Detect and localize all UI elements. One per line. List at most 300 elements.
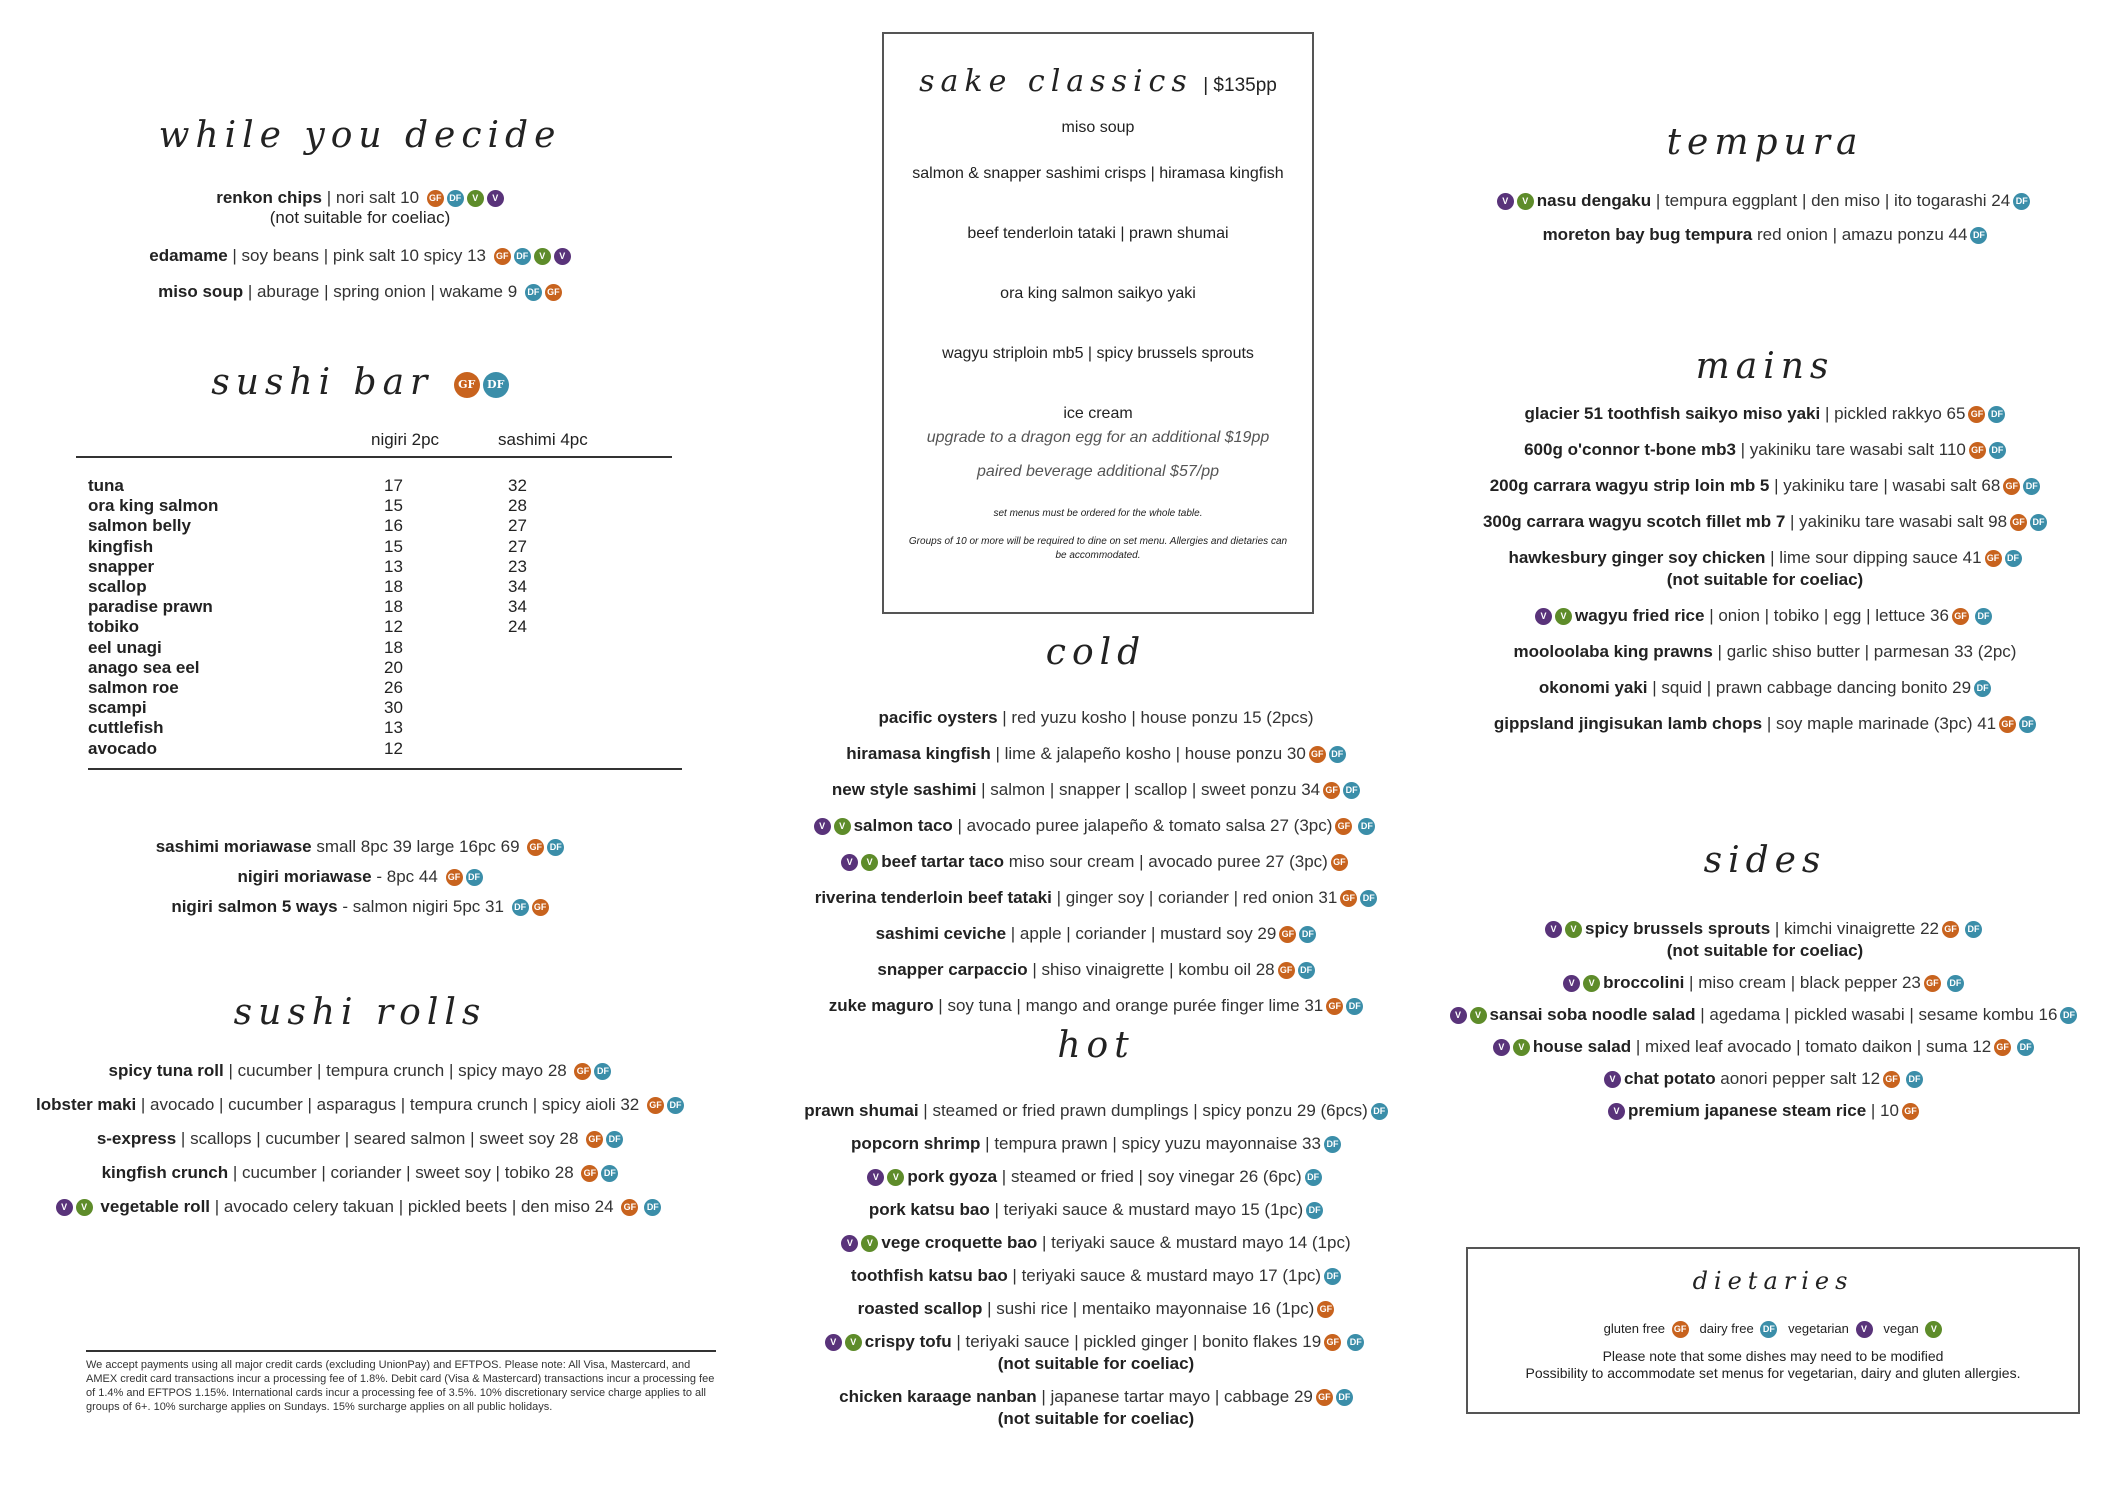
gluten-free-icon: GF: [1942, 921, 1959, 938]
sushi-name: tobiko: [88, 617, 139, 637]
item-desc: | sushi rice | mentaiko mayonnaise 16 (1pc): [982, 1299, 1315, 1318]
menu-item: [1420, 224, 2110, 246]
item-desc: | mixed leaf avocado | tomato daikon | suma 12: [1631, 1037, 1992, 1056]
item-desc: | 10: [1866, 1101, 1899, 1120]
menu-item: [1420, 605, 2110, 627]
menu-item: [0, 866, 720, 888]
dairy-free-icon: DF: [547, 839, 564, 856]
hot-list: [770, 1100, 1422, 1444]
course-item: miso soup: [1061, 119, 1135, 136]
nigiri-price: 15: [384, 536, 403, 556]
vegan-icon: V: [1513, 1039, 1530, 1056]
dairy-free-icon: DF: [601, 1165, 618, 1182]
menu-item: [1420, 918, 2110, 962]
vegetarian-icon: V: [1545, 921, 1562, 938]
course-item: wagyu striploin mb5 | spicy brussels sprouts: [942, 345, 1254, 362]
sushi-rolls-title: sushi rolls: [233, 992, 487, 1033]
menu-item: [770, 887, 1422, 909]
gluten-free-icon: GF: [1323, 782, 1340, 799]
nigiri-price: 13: [384, 556, 403, 576]
dairy-free-icon: DF: [466, 869, 483, 886]
vegetarian-icon: V: [56, 1199, 73, 1216]
item-name: chat potato: [1623, 1069, 1716, 1088]
item-name: pacific oysters: [878, 708, 998, 727]
legend-vegetarian-label: vegetarian: [1788, 1321, 1849, 1336]
menu-item: [0, 245, 720, 267]
item-desc: | miso cream | black pepper 23: [1684, 973, 1921, 992]
item-name: s-express: [96, 1129, 177, 1148]
menu-item: [770, 779, 1422, 801]
nigiri-price: 20: [384, 657, 403, 677]
table-row: [88, 597, 648, 617]
gluten-free-icon: GF: [1335, 818, 1352, 835]
vegan-icon: V: [1470, 1007, 1487, 1024]
sides-title: sides: [1703, 840, 1827, 881]
item-desc: | garlic shiso butter | parmesan 33 (2pc): [1712, 642, 2017, 661]
item-desc: | teriyaki sauce & mustard mayo 15 (1pc): [989, 1200, 1304, 1219]
gluten-free-icon: GF: [454, 372, 480, 398]
dietaries-note: [1468, 1348, 2078, 1382]
vegetarian-icon: V: [554, 248, 571, 265]
table-divider: [88, 768, 682, 770]
item-name: kingfish crunch: [101, 1163, 229, 1182]
item-desc: | soy maple marinade (3pc) 41: [1762, 714, 1997, 733]
dairy-free-icon: DF: [606, 1131, 623, 1148]
sashimi-price: 27: [508, 536, 527, 556]
item-name: moreton bay bug tempura: [1542, 225, 1753, 244]
menu-item: [770, 959, 1422, 981]
item-desc: | avocado puree jalapeño & tomato salsa 27 (3pc): [952, 816, 1333, 835]
sushi-name: scallop: [88, 577, 147, 596]
vegetarian-icon: V: [841, 854, 858, 871]
sushi-name: paradise prawn: [88, 597, 213, 617]
item-name: nigiri moriawase: [237, 867, 372, 886]
sashimi-header: sashimi 4pc: [498, 430, 588, 449]
menu-item: [770, 1232, 1422, 1254]
legend-vegan-label: vegan: [1883, 1321, 1919, 1336]
item-name: broccolini: [1603, 973, 1685, 992]
sashimi-price: 34: [508, 597, 527, 617]
item-desc: | pickled rakkyo 65: [1820, 404, 1966, 423]
vegan-icon: V: [1583, 975, 1600, 992]
menu-item: [770, 923, 1422, 945]
menu-item: [1420, 677, 2110, 699]
item-desc: | yakiniku tare wasabi salt 110: [1735, 440, 1966, 459]
item-name: snapper carpaccio: [877, 960, 1028, 979]
item-desc: | scallops | cucumber | seared salmon | sweet soy 28: [176, 1129, 579, 1148]
cold-title: cold: [1045, 632, 1147, 673]
sashimi-price: 27: [508, 516, 527, 536]
sushi-name: salmon belly: [88, 516, 191, 536]
gluten-free-icon: GF: [1902, 1103, 1919, 1120]
gluten-free-icon: GF: [532, 899, 549, 916]
vegetarian-icon: V: [1604, 1071, 1621, 1088]
legend-gluten-free-label: gluten free: [1603, 1321, 1666, 1336]
item-name: pork katsu bao: [868, 1200, 990, 1219]
dairy-free-icon: DF: [1358, 818, 1375, 835]
item-desc: | steamed or fried | soy vinegar 26 (6pc): [997, 1167, 1302, 1186]
item-name: sashimi moriawase: [155, 837, 312, 856]
vegan-icon: V: [76, 1199, 93, 1216]
item-desc: | avocado | cucumber | asparagus | tempura crunch | spicy aioli 32: [136, 1095, 640, 1114]
dairy-free-icon: DF: [512, 899, 529, 916]
dairy-free-icon: DF: [1371, 1103, 1388, 1120]
item-name: prawn shumai: [804, 1101, 919, 1120]
gluten-free-icon: GF: [446, 869, 463, 886]
item-name: 600g o'connor t-bone mb3: [1524, 440, 1736, 459]
gluten-free-icon: GF: [527, 839, 544, 856]
sushi-bar-extras: [0, 836, 720, 932]
menu-item: [770, 1265, 1422, 1287]
menu-item: [0, 836, 720, 858]
dietaries-note-line-1: Please note that some dishes may need to be modified: [1602, 1348, 1944, 1365]
dairy-free-icon: DF: [1989, 442, 2006, 459]
menu-item: [1420, 972, 2110, 994]
menu-item: [1420, 1068, 2110, 1090]
table-row: [88, 557, 648, 577]
sake-classics-header: [884, 64, 1312, 99]
dairy-free-icon: DF: [2005, 550, 2022, 567]
dairy-free-icon: DF: [1305, 1169, 1322, 1186]
item-desc: - salmon nigiri 5pc 31: [337, 897, 504, 916]
nigiri-price: 18: [384, 637, 403, 657]
item-desc: | teriyaki sauce | pickled ginger | bonito flakes 19: [951, 1332, 1322, 1351]
menu-item: [770, 1100, 1422, 1122]
item-name: popcorn shrimp: [851, 1134, 981, 1153]
vegetarian-icon: V: [1450, 1007, 1467, 1024]
menu-item: [0, 1128, 720, 1150]
item-name: sashimi ceviche: [875, 924, 1007, 943]
upgrade-note: upgrade to a dragon egg for an additional $19pp: [926, 429, 1270, 446]
vegetarian-icon: V: [867, 1169, 884, 1186]
table-row: [88, 638, 648, 658]
dairy-free-icon: DF: [525, 284, 542, 301]
item-name: glacier 51 toothfish saikyo miso yaki: [1524, 404, 1821, 423]
vegetarian-icon: V: [487, 190, 504, 207]
nigiri-price: 12: [384, 617, 403, 637]
vegetarian-icon: V: [1497, 193, 1514, 210]
sashimi-price: 34: [508, 577, 527, 596]
dairy-free-icon: DF: [1974, 680, 1991, 697]
while-you-decide-list: [0, 187, 720, 317]
item-name: pork gyoza: [907, 1167, 998, 1186]
menu-item: [1420, 547, 2110, 591]
dietaries-note-line-2: Possibility to accommodate set menus for vegetarian, dairy and gluten allergies.: [1525, 1365, 2021, 1382]
sides-list: [1420, 918, 2110, 1136]
sushi-name: tuna: [88, 476, 124, 495]
menu-item: [1420, 475, 2110, 497]
menu-item: [1420, 403, 2110, 425]
item-desc: | lime sour dipping sauce 41: [1765, 548, 1982, 567]
item-name: renkon chips: [216, 188, 323, 207]
course-item: ora king salmon saikyo yaki: [1000, 285, 1196, 302]
vegan-icon: V: [1517, 193, 1534, 210]
sashimi-price: 23: [508, 556, 527, 576]
cold-list: [770, 707, 1422, 1031]
menu-item: [770, 1133, 1422, 1155]
item-desc: | cucumber | coriander | sweet soy | tobiko 28: [228, 1163, 574, 1182]
sushi-name: kingfish: [88, 536, 154, 556]
menu-item: [1420, 439, 2110, 461]
item-desc: | apple | coriander | mustard soy 29: [1006, 924, 1277, 943]
menu-item: [0, 1196, 720, 1218]
item-desc: | soy tuna | mango and orange purée finger lime 31: [933, 996, 1324, 1015]
item-desc: | kimchi vinaigrette 22: [1770, 919, 1939, 938]
dairy-free-icon: DF: [483, 372, 509, 398]
dairy-free-icon: DF: [514, 248, 531, 265]
dairy-free-icon: DF: [1298, 962, 1315, 979]
gluten-free-icon: GF: [574, 1063, 591, 1080]
gluten-free-icon: GF: [1316, 1389, 1333, 1406]
tempura-list: [1420, 190, 2110, 260]
item-note: (not suitable for coeliac): [269, 208, 451, 227]
vegetarian-icon: V: [814, 818, 831, 835]
sashimi-price: 28: [508, 496, 527, 516]
item-desc: small 8pc 39 large 16pc 69: [311, 837, 520, 856]
sake-classics-title: sake classics: [919, 64, 1193, 99]
sushi-bar-title-text: sushi bar: [211, 362, 434, 403]
table-row: [88, 698, 648, 718]
item-name: spicy tuna roll: [108, 1061, 224, 1080]
while-you-decide-title: while you decide: [158, 115, 562, 156]
item-name: 200g carrara wagyu strip loin mb 5: [1489, 476, 1770, 495]
dairy-free-icon: DF: [1906, 1071, 1923, 1088]
table-row: [88, 718, 648, 738]
nigiri-price: 26: [384, 678, 403, 697]
menu-item: [0, 1060, 720, 1082]
gluten-free-icon: GF: [1278, 962, 1295, 979]
dairy-free-icon: DF: [2013, 193, 2030, 210]
item-note: (not suitable for coeliac): [997, 1409, 1195, 1428]
item-name: riverina tenderloin beef tataki: [814, 888, 1052, 907]
gluten-free-icon: GF: [1324, 1334, 1341, 1351]
gluten-free-icon: GF: [2010, 514, 2027, 531]
item-name: crispy tofu: [864, 1332, 952, 1351]
sushi-rolls-list: [0, 1060, 720, 1232]
menu-item: [770, 1331, 1422, 1375]
sake-classics-box: [882, 32, 1314, 614]
vegan-icon: V: [467, 190, 484, 207]
nigiri-price: 16: [384, 516, 403, 536]
table-row: [88, 658, 648, 678]
gluten-free-icon: GF: [1924, 975, 1941, 992]
dairy-free-icon: DF: [2023, 478, 2040, 495]
nigiri-price: 13: [384, 718, 403, 738]
mains-title: mains: [1695, 346, 1835, 387]
table-row: [88, 739, 648, 759]
item-desc: miso sour cream | avocado puree 27 (3pc): [1004, 852, 1328, 871]
dairy-free-icon: DF: [1360, 890, 1377, 907]
gluten-free-icon: GF: [1968, 406, 1985, 423]
gluten-free-icon: GF: [1883, 1071, 1900, 1088]
item-name: lobster maki: [36, 1095, 137, 1114]
nigiri-price: 17: [384, 476, 403, 495]
item-desc: | yakiniku tare | wasabi salt 68: [1769, 476, 2001, 495]
set-menu-fineprint: set menus must be ordered for the whole table.: [993, 508, 1203, 519]
table-row: [88, 476, 648, 496]
nigiri-price: 18: [384, 597, 403, 617]
vegan-icon: V: [534, 248, 551, 265]
sushi-name: salmon roe: [88, 678, 179, 697]
sushi-name: cuttlefish: [88, 718, 164, 738]
item-desc: red onion | amazu ponzu 44: [1752, 225, 1968, 244]
sake-classics-price: | $135pp: [1203, 75, 1277, 96]
gluten-free-icon: GF: [494, 248, 511, 265]
sushi-name: eel unagi: [88, 637, 162, 657]
vegan-icon: V: [1925, 1321, 1942, 1338]
item-name: hawkesbury ginger soy chicken: [1508, 548, 1766, 567]
dairy-free-icon: DF: [1324, 1136, 1341, 1153]
gluten-free-icon: GF: [1326, 998, 1343, 1015]
menu-item: [1420, 511, 2110, 533]
item-desc: | tempura prawn | spicy yuzu mayonnaise 33: [980, 1134, 1321, 1153]
table-row: [88, 496, 648, 516]
groups-fineprint: Groups of 10 or more will be required to dine on set menu. Allergies and dietaries can be accommodated.: [908, 536, 1288, 561]
item-name: premium japanese steam rice: [1628, 1101, 1867, 1120]
vegetarian-icon: V: [1493, 1039, 1510, 1056]
item-desc: | red yuzu kosho | house ponzu 15 (2pcs): [997, 708, 1314, 727]
course-item: ice cream: [1063, 405, 1133, 422]
menu-item: [770, 707, 1422, 729]
dietaries-title: dietaries: [1692, 1267, 1854, 1295]
item-desc: | steamed or fried prawn dumplings | spicy ponzu 29 (6pcs): [918, 1101, 1368, 1120]
menu-item: [1420, 1004, 2110, 1026]
item-desc: - 8pc 44: [371, 867, 438, 886]
dairy-free-icon: DF: [2060, 1007, 2077, 1024]
table-row: [88, 516, 648, 536]
vegetarian-icon: V: [825, 1334, 842, 1351]
sashimi-price: 32: [508, 476, 527, 495]
item-name: new style sashimi: [831, 780, 977, 799]
item-desc: | aburage | spring onion | wakame 9: [243, 282, 518, 301]
vegan-icon: V: [861, 854, 878, 871]
dairy-free-icon: DF: [1306, 1202, 1323, 1219]
gluten-free-icon: GF: [427, 190, 444, 207]
menu-item: [770, 743, 1422, 765]
gluten-free-icon: GF: [545, 284, 562, 301]
dairy-free-icon: DF: [1965, 921, 1982, 938]
item-desc: | japanese tartar mayo | cabbage 29: [1036, 1387, 1313, 1406]
course-item: salmon & snapper sashimi crisps | hiramasa kingfish: [912, 165, 1284, 182]
dairy-free-icon: DF: [1299, 926, 1316, 943]
dairy-free-icon: DF: [1760, 1321, 1777, 1338]
dairy-free-icon: DF: [1336, 1389, 1353, 1406]
vegan-icon: V: [861, 1235, 878, 1252]
gluten-free-icon: GF: [1340, 890, 1357, 907]
item-desc: | nori salt 10: [322, 188, 420, 207]
item-name: gippsland jingisukan lamb chops: [1493, 714, 1763, 733]
menu-item: [770, 1199, 1422, 1221]
item-name: salmon taco: [853, 816, 953, 835]
gluten-free-icon: GF: [1994, 1039, 2011, 1056]
item-note: (not suitable for coeliac): [1666, 570, 1864, 589]
nigiri-price: 12: [384, 738, 403, 758]
table-row: [88, 678, 648, 698]
payment-note: We accept payments using all major credit cards (excluding UnionPay) and EFTPOS. Please note: All Visa, Mastercard, and AMEX credit card transactions incur a processing fee of 1.8%. Debit card (Visa & Mastercard) transactions incur a processing fee of 1.4% and EFTPOS 1.15%. International cards incur a processing fee of 3.5%. 10% discretionary service charge applies to all groups of 6+. 10% surcharge applies on Sundays. 15% surcharge applies on all public holidays.: [86, 1350, 716, 1414]
item-name: vege croquette bao: [881, 1233, 1038, 1252]
gluten-free-icon: GF: [1999, 716, 2016, 733]
sushi-name: avocado: [88, 738, 157, 758]
item-desc: | cucumber | tempura crunch | spicy mayo 28: [223, 1061, 567, 1080]
menu-item: [770, 815, 1422, 837]
item-desc: | onion | tobiko | egg | lettuce 36: [1704, 606, 1949, 625]
item-name: wagyu fried rice: [1575, 606, 1705, 625]
item-name: vegetable roll: [100, 1197, 211, 1216]
vegan-icon: V: [1565, 921, 1582, 938]
item-name: 300g carrara wagyu scotch fillet mb 7: [1482, 512, 1786, 531]
vegan-icon: V: [834, 818, 851, 835]
table-row: [88, 577, 648, 597]
dairy-free-icon: DF: [2017, 1039, 2034, 1056]
menu-item: [1420, 641, 2110, 663]
nigiri-price: 15: [384, 496, 403, 516]
item-name: okonomi yaki: [1538, 678, 1648, 697]
item-name: hiramasa kingfish: [846, 744, 991, 763]
gluten-free-icon: GF: [1985, 550, 2002, 567]
item-name: mooloolaba king prawns: [1513, 642, 1713, 661]
vegetarian-icon: V: [1563, 975, 1580, 992]
menu-item: [1420, 1100, 2110, 1122]
hot-title: hot: [1057, 1025, 1135, 1066]
sashimi-price: 24: [508, 617, 527, 637]
item-desc: | salmon | snapper | scallop | sweet ponzu 34: [976, 780, 1321, 799]
sushi-name: ora king salmon: [88, 496, 219, 516]
gluten-free-icon: GF: [2003, 478, 2020, 495]
sushi-name: snapper: [88, 556, 155, 576]
item-desc: | soy beans | pink salt 10 spicy 13: [227, 246, 486, 265]
item-name: toothfish katsu bao: [850, 1266, 1008, 1285]
dairy-free-icon: DF: [1975, 608, 1992, 625]
item-name: chicken karaage nanban: [839, 1387, 1037, 1406]
menu-item: [770, 1386, 1422, 1430]
menu-item: [0, 1094, 720, 1116]
item-note: (not suitable for coeliac): [1666, 941, 1864, 960]
sushi-name: scampi: [88, 698, 147, 718]
item-note: (not suitable for coeliac): [997, 1354, 1195, 1373]
gluten-free-icon: GF: [581, 1165, 598, 1182]
item-name: nasu dengaku: [1536, 191, 1652, 210]
item-name: nigiri salmon 5 ways: [171, 897, 338, 916]
vegan-icon: V: [887, 1169, 904, 1186]
vegan-icon: V: [845, 1334, 862, 1351]
item-name: edamame: [149, 246, 228, 265]
menu-item: [770, 995, 1422, 1017]
gluten-free-icon: GF: [1317, 1301, 1334, 1318]
vegetarian-icon: V: [1608, 1103, 1625, 1120]
item-desc: | yakiniku tare wasabi salt 98: [1785, 512, 2008, 531]
vegan-icon: V: [1555, 608, 1572, 625]
vegetarian-icon: V: [1856, 1321, 1873, 1338]
mains-list: [1420, 403, 2110, 749]
menu-item: [770, 1166, 1422, 1188]
dairy-free-icon: DF: [2019, 716, 2036, 733]
item-desc: | squid | prawn cabbage dancing bonito 29: [1647, 678, 1972, 697]
item-desc: | lime & jalapeño kosho | house ponzu 30: [990, 744, 1306, 763]
menu-item: [0, 1162, 720, 1184]
menu-item: [0, 896, 720, 918]
dairy-free-icon: DF: [1970, 227, 1987, 244]
vegetarian-icon: V: [841, 1235, 858, 1252]
table-row: [88, 537, 648, 557]
gluten-free-icon: GF: [1331, 854, 1348, 871]
sushi-table-header: [76, 430, 672, 458]
item-desc: | tempura eggplant | den miso | ito togarashi 24: [1651, 191, 2011, 210]
gluten-free-icon: GF: [1952, 608, 1969, 625]
tempura-title: tempura: [1666, 122, 1864, 163]
dairy-free-icon: DF: [1947, 975, 1964, 992]
dietaries-legend: [1468, 1321, 2078, 1338]
menu-item: [770, 1298, 1422, 1320]
